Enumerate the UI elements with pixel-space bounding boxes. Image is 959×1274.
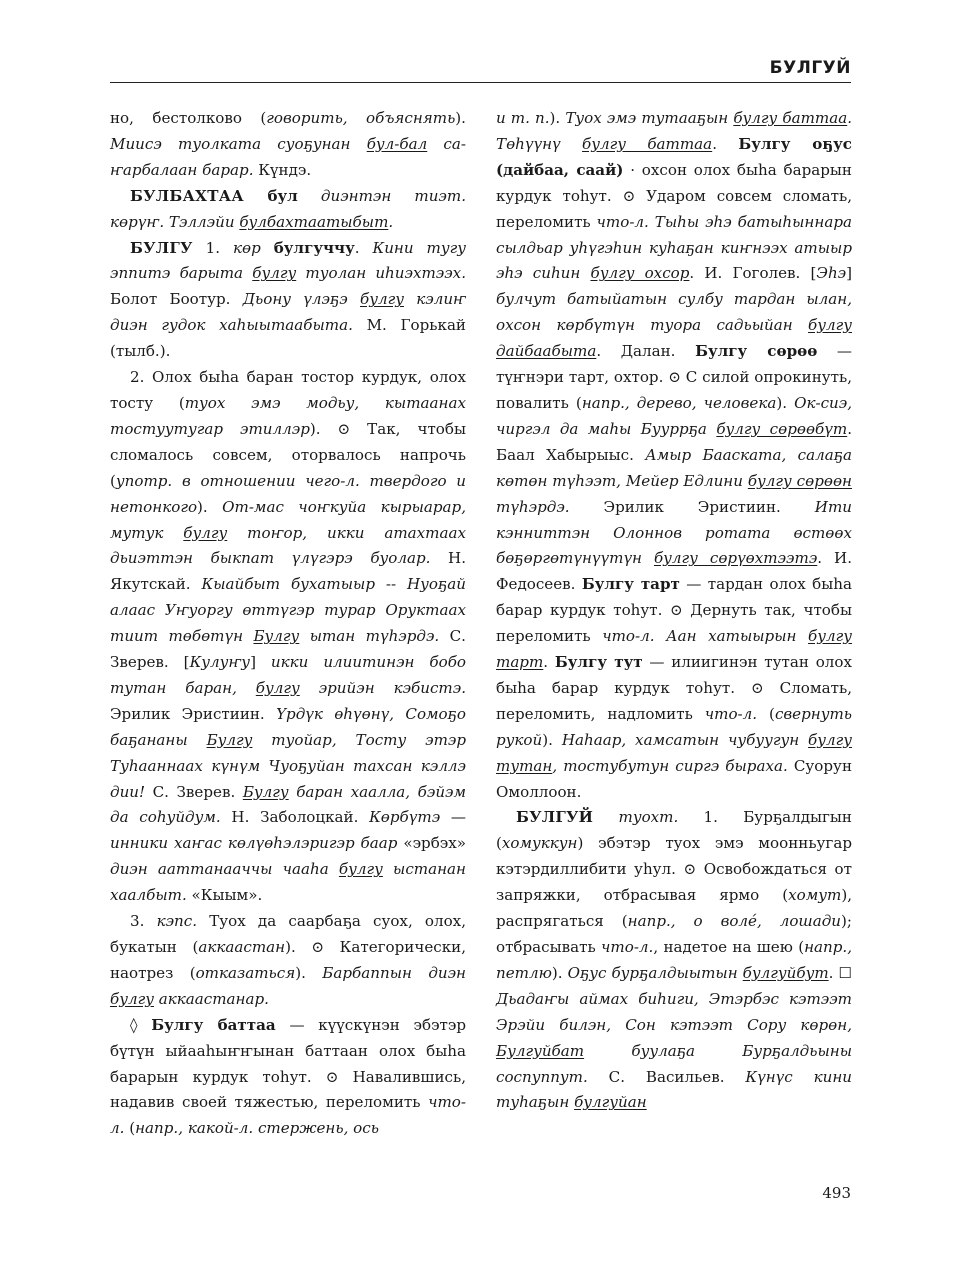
dictionary-paragraph bbox=[110, 365, 466, 909]
italic-text: Дьадаҥы аймах биһиги, Этэрбэс кэтээт Эрэйи билэн, Сон кэтээт Сору көрөн, bbox=[496, 989, 852, 1034]
italic-text: Барбаппын диэн bbox=[322, 963, 467, 982]
italic-text: употр. в отношении чего-л. твердого и нетонкого bbox=[110, 471, 466, 516]
example-keyword: булгу сөрөөн bbox=[747, 471, 852, 490]
page-number: 493 bbox=[822, 1184, 851, 1202]
text-run: . Баал Хабырыыс. bbox=[496, 419, 852, 464]
italic-text: говорить, объяснять bbox=[266, 109, 456, 127]
text-run: 2. Олох быһа баран тостор курдук, олох тосту ( bbox=[110, 368, 466, 412]
dictionary-paragraph bbox=[110, 1013, 466, 1143]
example-keyword: булгу bbox=[183, 523, 228, 542]
headword: БУЛБАХТАА bbox=[130, 186, 244, 205]
text-run: ( bbox=[124, 1119, 136, 1138]
text-run: · охсон олох быһа барарын курдук тоһут. ⊙ Ударом совсем сломать, переломить bbox=[496, 160, 852, 231]
text-run: Эрилик Эристиин. bbox=[569, 497, 815, 516]
text-run: — тардан олох быһа барар курдук тоһут. ⊙ Дернуть так, чтобы переломить bbox=[496, 575, 852, 646]
italic-text: Туох эмэ тутааҕын bbox=[565, 109, 734, 127]
bold-phrase: Булгу сөрөө bbox=[695, 342, 818, 361]
text-run: Н. Заболоцкай. bbox=[220, 808, 370, 827]
bold-phrase: Булгу оҕус (дайбаа, саай) bbox=[496, 134, 852, 179]
italic-text: . bbox=[388, 212, 394, 231]
text-run: ] bbox=[846, 264, 853, 283]
text-run: . И. Федосеев. bbox=[496, 549, 852, 594]
text-run: Суорун Омоллоон. bbox=[496, 756, 852, 801]
text-run: М. Горькай (тылб.). bbox=[110, 316, 466, 361]
text-run: ). bbox=[549, 109, 566, 127]
italic-text: эрийэн кэбистэ. bbox=[299, 678, 466, 697]
italic-text: что-л. bbox=[596, 212, 649, 231]
text-run: . bbox=[354, 238, 373, 257]
text-run: ). ⊙ Категорически, наотрез ( bbox=[110, 938, 466, 982]
italic-text: Тыһы эһэ батыһыннара сылдьар уһүгэһин куһаҕан киҥнээх атыыр эһэ сиһин bbox=[496, 212, 852, 283]
italic-text: отказаться bbox=[195, 963, 296, 982]
text-run: «эрбэх» bbox=[403, 834, 466, 853]
example-keyword: булгу тарт bbox=[496, 627, 852, 672]
italic-text: Наһаар, хамсатын чубуугун bbox=[561, 730, 809, 749]
text-run: ), распрягаться ( bbox=[496, 886, 852, 931]
example-keyword: булгу охсор bbox=[590, 264, 690, 283]
italic-text: что-л. bbox=[601, 938, 654, 956]
italic-text: Кини тугу эппитэ барыта bbox=[110, 238, 466, 283]
example-keyword: булгу bbox=[338, 860, 383, 879]
italic-text: свернуть рукой bbox=[496, 704, 852, 749]
dictionary-paragraph bbox=[110, 106, 466, 184]
italic-text: Дьону үлэҕэ bbox=[242, 290, 360, 309]
dictionary-paragraph bbox=[496, 106, 852, 805]
italic-text: Кыайбыт бухатыыр -- Нуоҕай алаас Уҥуоргу өттүгэр турар Оруктаах тиит төбөтүн bbox=[110, 575, 466, 646]
text-run: Эрилик Эристиин. bbox=[110, 704, 277, 723]
example-keyword: булгу тутан bbox=[496, 730, 853, 775]
text-run: 1. Бурҕалдыгын ( bbox=[496, 808, 852, 853]
bold-phrase: Булгу тут bbox=[554, 653, 643, 672]
italic-text: диэнтэн тиэт. көрүҥ. Тэллэйи bbox=[110, 186, 466, 231]
italic-text: түһэрдэ. bbox=[496, 497, 570, 516]
text-run: . ☐ bbox=[828, 963, 852, 982]
text-run: ] bbox=[250, 653, 271, 672]
text-run: С. Зверев. [ bbox=[110, 627, 466, 672]
text-run bbox=[655, 627, 667, 645]
example-keyword: Булгу bbox=[242, 782, 289, 801]
italic-text: Миисэ туолката суоҕунан bbox=[110, 134, 367, 153]
italic-text: аккаастанар. bbox=[153, 989, 269, 1008]
text-run: ( bbox=[757, 704, 775, 723]
text-run: . bbox=[712, 134, 739, 153]
text-run: , надетое на шею ( bbox=[653, 938, 805, 956]
text-run: Туох да саарбаҕа суох, олох, букатын ( bbox=[110, 912, 466, 956]
italic-text: тоҥор, икки атахтаах дьиэттэн быкпат үлүгэрэ буолар. bbox=[110, 523, 467, 568]
text-run: . И. Гоголев. [ bbox=[689, 264, 817, 283]
italic-text: диэн ааттанааччы чааһа bbox=[110, 860, 339, 879]
text-run: ). ⊙ Так, чтобы сломалось совсем, оторвалось напрочь ( bbox=[110, 419, 466, 490]
italic-text: напр., дерево, человека bbox=[581, 393, 777, 412]
text-run: ◊ bbox=[130, 1015, 152, 1034]
example-keyword: булгу bbox=[360, 290, 404, 309]
italic-text: туохт. bbox=[593, 808, 679, 827]
example-keyword: Булгу bbox=[206, 730, 253, 749]
italic-text: Күнүс кини туһаҕын bbox=[496, 1067, 852, 1112]
example-keyword: булгу сөрөөбүт bbox=[716, 419, 848, 438]
italic-text: Ок-сиэ, чиргэл да маһы Бууррҕа bbox=[496, 393, 853, 438]
text-run: ) эбэтэр туох эмэ моонньугар кэтэрдиллибити уһул. ⊙ Освобождаться от запряжки, отбрасывая ярмо ( bbox=[496, 834, 852, 905]
text-run: ). bbox=[197, 497, 223, 516]
italic-text: и т. п. bbox=[496, 109, 550, 127]
example-keyword: булгу bbox=[110, 989, 154, 1008]
italic-text: туойар, Тосту этэр Туһааннаах күнүм Чуоҕуйан тахсан кэллэ дии! bbox=[110, 730, 466, 801]
italic-text: напр., какой-л. стержень, ось bbox=[135, 1119, 379, 1138]
example-keyword: булгуйан bbox=[574, 1093, 647, 1112]
left-column bbox=[110, 106, 466, 1142]
italic-text: Көрбүтэ — инники хаҥас көлүөһэлэригэр баар bbox=[110, 808, 466, 853]
italic-text: Оҕус бурҕалдыытын bbox=[567, 963, 743, 982]
bold-phrase: бул bbox=[243, 186, 298, 205]
example-keyword: булгу сөрүөхтээтэ bbox=[653, 549, 818, 568]
dictionary-paragraph bbox=[110, 184, 466, 236]
running-head bbox=[110, 58, 851, 83]
example-keyword: булгу дайбаабыта bbox=[496, 316, 852, 361]
example-keyword: бул-бал bbox=[366, 134, 428, 153]
example-keyword: Булгуйбат bbox=[496, 1041, 585, 1060]
dictionary-paragraph bbox=[110, 909, 466, 1013]
text-run: «Кыым». bbox=[186, 886, 263, 905]
text-run: ); отбрасывать bbox=[496, 912, 852, 956]
italic-text: напр., петлю bbox=[496, 938, 853, 982]
italic-text: хомуккун bbox=[501, 834, 578, 853]
example-keyword: булгуйбут bbox=[742, 963, 829, 982]
text-run: — илиигинэн тутан олох быһа барар курдук тоһут. ⊙ Сломать, переломить, надломить bbox=[496, 653, 852, 723]
italic-text: туолан иһиэхтээх. bbox=[296, 264, 466, 283]
bold-phrase: Булгу тарт bbox=[581, 575, 680, 594]
text-run: ). bbox=[295, 963, 323, 982]
italic-text: кэлиҥ диэн гудок хаһыытаабыта. bbox=[110, 290, 466, 335]
text-run: Болот Боотур. bbox=[110, 290, 243, 309]
text-run: . bbox=[543, 653, 555, 672]
example-keyword: булгу bbox=[252, 264, 297, 283]
dictionary-paragraph bbox=[496, 805, 852, 1116]
bold-phrase: булгуччу bbox=[273, 238, 355, 257]
italic-text: са bbox=[427, 134, 466, 153]
text-run: но, бестолково ( bbox=[110, 109, 267, 127]
italic-text: көр bbox=[232, 238, 274, 257]
text-run: С. Зверев. bbox=[145, 782, 243, 801]
text-run: Н. Якутскай. bbox=[110, 549, 466, 594]
italic-text: ҥарбалаан барар. bbox=[110, 160, 254, 179]
headword: БУЛГУ bbox=[130, 238, 193, 257]
example-keyword: булгу баттаа bbox=[582, 134, 713, 153]
italic-text: что-л. bbox=[602, 627, 655, 646]
italic-text: ыстанан хаалбыт. bbox=[110, 860, 466, 905]
example-keyword: Булгу bbox=[253, 627, 300, 646]
dictionary-paragraph bbox=[110, 236, 466, 366]
text-run: 1. bbox=[192, 238, 233, 257]
example-keyword: булбахтаатыбыт bbox=[239, 212, 389, 231]
italic-text: что-л. bbox=[110, 1093, 466, 1138]
text-run: 3. bbox=[130, 912, 157, 931]
italic-text: что-л. bbox=[704, 704, 758, 723]
italic-text: икки илиитинэн бобо тутан баран, bbox=[110, 653, 467, 697]
italic-text: . Төһүүнү bbox=[496, 109, 853, 153]
text-run: ). bbox=[455, 109, 466, 127]
italic-text: Аан хатыырын bbox=[666, 627, 809, 646]
example-keyword: булгу баттаа bbox=[733, 109, 848, 127]
text-run: ). bbox=[776, 393, 795, 412]
italic-text: Кулуҥу bbox=[189, 653, 251, 672]
text-run: ). bbox=[551, 963, 568, 982]
italic-text: буулаҕа Бурҕалдьыны соспуппут. bbox=[496, 1041, 852, 1086]
headword: БУЛГУЙ bbox=[516, 808, 594, 827]
italic-text: ытан түһэрдэ. bbox=[299, 627, 440, 646]
text-run: — күүскүнэн эбэтэр бүтүн ыйааһыҥҥынан баттаан олох быһа барарын курдук тоһут. ⊙ Навалившись, надавив своей тяжестью, переломить bbox=[110, 1015, 466, 1112]
text-run: С. Васильев. bbox=[587, 1067, 746, 1086]
text-run: Күндэ. bbox=[253, 160, 312, 179]
italic-text: туох эмэ модьу, кытаанах тостуутугар этиллэр bbox=[110, 393, 466, 438]
italic-text: Үрдүк өһүөнү, Сомоҕо баҕананы bbox=[110, 704, 466, 749]
italic-text: кэпс. bbox=[156, 912, 198, 931]
italic-text: напр., о волé, лошади bbox=[627, 912, 842, 931]
italic-text: , тостубутун сиргэ быраха. bbox=[552, 756, 788, 775]
example-keyword: булгу bbox=[255, 678, 300, 697]
italic-text: булчут батыйатын сулбу тардан ылан, охсон көрбүтүн туора садьыйан bbox=[496, 290, 852, 335]
italic-text: Ити кэнниттэн Олоннов ротата өстөөх бөҕөргөтүнүүтүн bbox=[496, 497, 852, 568]
right-column bbox=[496, 106, 852, 1116]
italic-text: баран хаалла, бэйэм да соһуйдум. bbox=[110, 782, 467, 827]
bold-phrase: Булгу баттаа bbox=[151, 1015, 276, 1034]
italic-text: Амыр Бааската, салаҕа көтөн түһээт, Мейер Едлини bbox=[496, 445, 852, 490]
running-head-title: БУЛГУЙ bbox=[769, 58, 851, 78]
text-run: . Далан. bbox=[596, 342, 696, 361]
italic-text: От-мас чоҥкуйа кырыарар, мутук bbox=[110, 497, 466, 542]
italic-text: хомут bbox=[788, 886, 842, 905]
italic-text: Эһэ bbox=[816, 264, 847, 283]
italic-text: аккаастан bbox=[198, 938, 286, 956]
text-run: — түҥнэри тарт, охтор. ⊙ С силой опрокинуть, повалить ( bbox=[496, 342, 852, 412]
text-run: ). bbox=[542, 730, 562, 749]
